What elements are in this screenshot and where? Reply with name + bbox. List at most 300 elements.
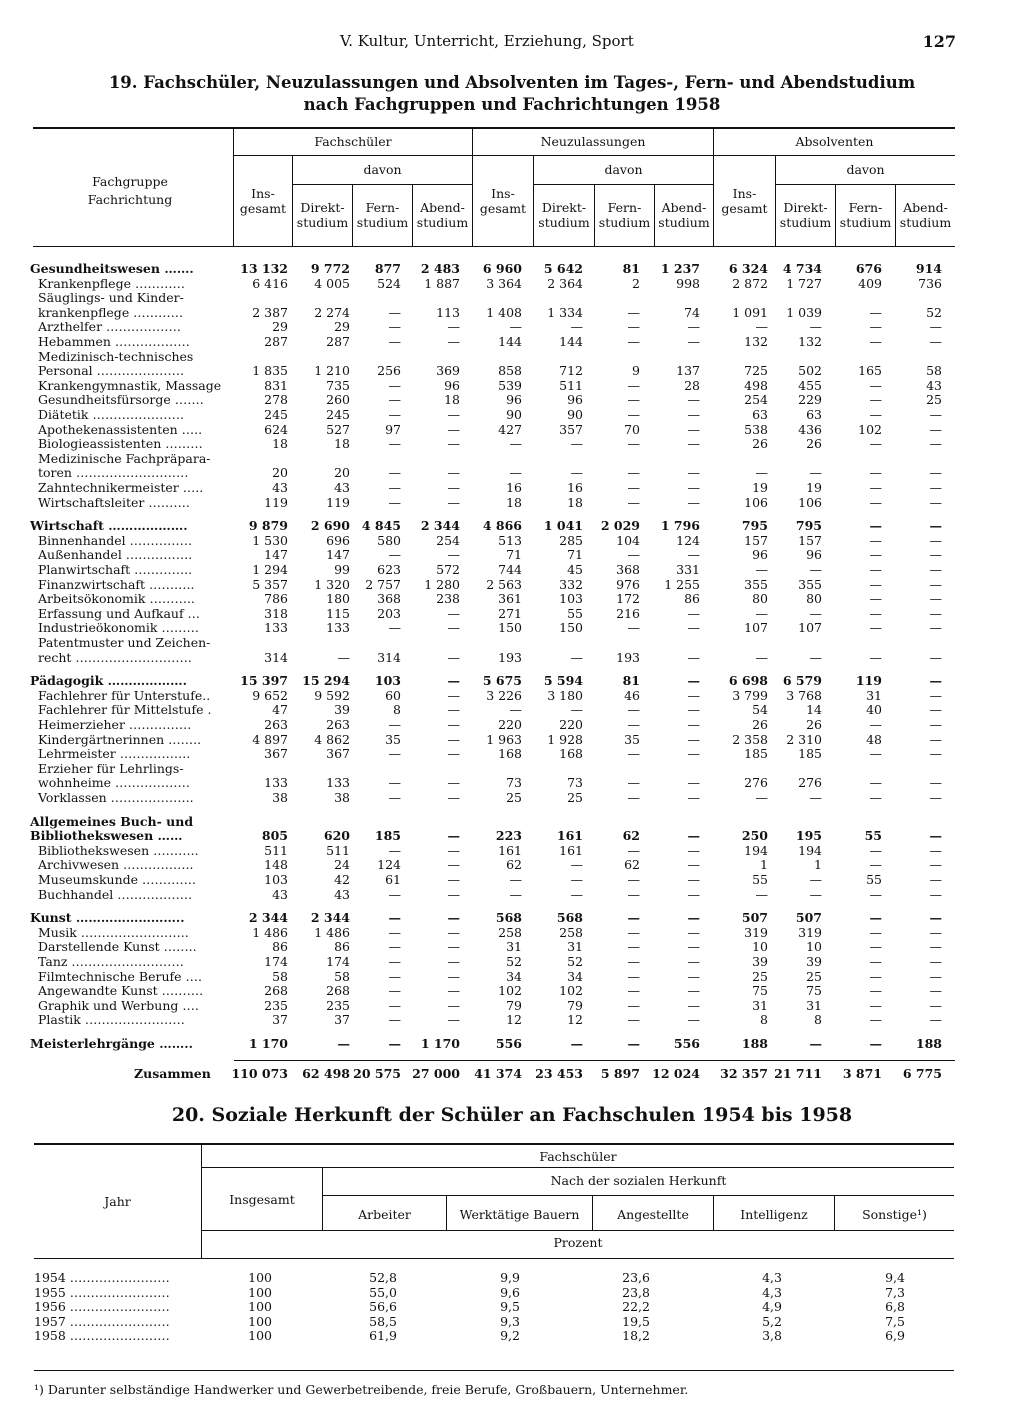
cell: — <box>687 731 700 747</box>
cell: 256 <box>377 363 401 379</box>
cell: 31 <box>506 939 522 955</box>
cell: 185 <box>374 828 401 844</box>
cell: — <box>627 480 640 495</box>
cell: 271 <box>498 605 522 621</box>
cell: — <box>869 532 882 548</box>
cell: — <box>447 465 460 481</box>
cell: 96 <box>752 547 768 563</box>
cell: — <box>869 746 882 762</box>
cell: 96 <box>567 392 583 408</box>
cell: 539 <box>498 377 522 393</box>
table-row <box>0 791 1024 806</box>
row-label: Planwirtschaft ………….. <box>38 562 193 577</box>
cell: 174 <box>326 954 350 969</box>
cell: 1 <box>814 857 822 873</box>
cell: 161 <box>498 842 522 858</box>
cell: 361 <box>498 591 522 607</box>
row-label: Allgemeines Buch- und <box>30 813 194 829</box>
cell: 75 <box>806 983 822 999</box>
cell: 172 <box>616 591 640 607</box>
cell: 914 <box>915 261 942 276</box>
cell: — <box>869 1036 882 1051</box>
cell: 119 <box>326 494 350 510</box>
row-label: Außenhandel ……………. <box>38 547 193 563</box>
cell: — <box>687 857 700 873</box>
cell: 45 <box>567 562 583 577</box>
cell: 26 <box>752 436 768 452</box>
cell: — <box>929 518 942 534</box>
cell: 52 <box>567 954 583 969</box>
cell: 71 <box>567 547 583 563</box>
cell: — <box>687 421 700 437</box>
group-fachschueler: Fachschüler <box>314 134 392 149</box>
cell: — <box>869 518 882 534</box>
total-cell: 32 357 <box>720 1066 768 1081</box>
cell: — <box>929 591 942 607</box>
cell: 580 <box>377 532 401 548</box>
row-label: Kunst …………………….. <box>30 910 185 926</box>
cell: 43 <box>334 480 350 495</box>
cell: — <box>929 968 942 984</box>
row-label: Medizinische Fachpräpara- <box>38 450 211 466</box>
cell: 369 <box>436 363 460 379</box>
cell: 55 <box>866 872 882 887</box>
cell: — <box>869 620 882 636</box>
cell: 107 <box>744 620 768 636</box>
row-label: Heimerzieher …………… <box>38 717 192 732</box>
cell: — <box>869 857 882 873</box>
rule-header-bottom <box>33 246 955 247</box>
cell: — <box>627 983 640 999</box>
cell: 63 <box>752 407 768 422</box>
cell: — <box>570 872 583 887</box>
cell: — <box>869 968 882 984</box>
cell: 1 170 <box>248 1036 288 1051</box>
cell: — <box>809 1036 822 1051</box>
cell: — <box>447 790 460 805</box>
stub-jahr: Jahr <box>104 1194 131 1209</box>
row-label: Meisterlehrgänge …….. <box>30 1036 193 1051</box>
cell: 37 <box>272 1012 288 1028</box>
cell: — <box>388 480 401 495</box>
cell: 174 <box>264 954 288 969</box>
cell: — <box>809 562 822 577</box>
total-label: Zusammen <box>134 1066 211 1081</box>
cell: — <box>447 939 460 955</box>
rule-top <box>33 127 955 129</box>
cell: — <box>570 465 583 481</box>
cell: 58 <box>334 968 350 984</box>
cell: 74 <box>684 304 700 320</box>
cell: 1 320 <box>314 576 350 592</box>
cell: — <box>388 954 401 969</box>
cell: 858 <box>498 363 522 379</box>
cell: 1 294 <box>252 562 288 577</box>
cell: — <box>627 1012 640 1028</box>
cell: 877 <box>374 261 401 276</box>
cell: 113 <box>436 304 460 320</box>
row-label: Buchhandel ……………… <box>38 886 193 902</box>
cell: — <box>929 731 942 747</box>
cell: — <box>929 983 942 999</box>
cell: 3 180 <box>547 687 583 703</box>
cell: 5,2 <box>762 1313 782 1329</box>
year-label: 1954 …………………… <box>34 1270 170 1285</box>
cell: — <box>929 842 942 858</box>
cell: 427 <box>498 421 522 437</box>
table-row <box>0 466 1024 481</box>
table-row <box>0 747 1024 762</box>
cell: 55 <box>864 828 882 844</box>
rule-cols <box>202 1230 954 1231</box>
cell: 100 <box>248 1313 272 1329</box>
table-row <box>0 829 1024 844</box>
cell: 80 <box>752 591 768 607</box>
cell: 46 <box>624 687 640 703</box>
cell: 99 <box>334 562 350 577</box>
cell: 1 835 <box>252 363 288 379</box>
table-row <box>0 651 1024 666</box>
row-label: Arzthelfer ……………… <box>38 319 182 335</box>
cell: 620 <box>323 828 350 844</box>
table-row <box>0 320 1024 335</box>
subhead-fernstudium: Fern- studium <box>839 200 892 230</box>
cell: — <box>627 334 640 349</box>
cell: — <box>929 649 942 665</box>
cell: 26 <box>806 717 822 732</box>
stub-fachrichtung: Fachrichtung <box>87 192 173 207</box>
table20-title: 20. Soziale Herkunft der Schüler an Fachschulen 1954 bis 1958 <box>171 1104 853 1126</box>
cell: — <box>388 775 401 791</box>
cell: 2 358 <box>732 731 768 747</box>
cell: — <box>687 649 700 665</box>
cell: 168 <box>498 746 522 762</box>
row-label: Hebammen ……………… <box>38 334 190 349</box>
table19-title <box>0 72 1024 116</box>
cell: — <box>687 702 700 718</box>
cell: 119 <box>855 673 882 689</box>
cell: 2 310 <box>786 731 822 747</box>
subhead-insgesamt: Ins- gesamt <box>239 186 287 216</box>
row-label: Binnenhandel …………… <box>38 532 193 548</box>
col-bauern: Werktätige Bauern <box>459 1207 580 1222</box>
cell: 4 866 <box>482 518 522 534</box>
cell: 2 344 <box>420 518 460 534</box>
cell: 96 <box>506 392 522 408</box>
cell: — <box>929 319 942 335</box>
cell: 55 <box>752 872 768 887</box>
cell: — <box>627 392 640 408</box>
row-label: Finanzwirtschaft ……….. <box>38 576 195 592</box>
cell: 276 <box>798 775 822 791</box>
cell: — <box>627 924 640 940</box>
cell: 1 280 <box>424 576 460 592</box>
cell: 102 <box>559 983 583 999</box>
cell: 744 <box>498 562 522 577</box>
year-label: 1957 …………………… <box>34 1313 170 1329</box>
cell: — <box>337 649 350 665</box>
row-label: Vorklassen ……………….. <box>38 790 194 805</box>
cell: 3 226 <box>486 687 522 703</box>
cell: 10 <box>752 939 768 955</box>
cell: — <box>570 857 583 873</box>
cell: — <box>388 939 401 955</box>
subhead-insgesamt: Ins- gesamt <box>479 186 527 216</box>
table-row <box>0 1329 1024 1344</box>
cell: 6,8 <box>885 1299 905 1315</box>
cell: 13 132 <box>240 261 288 276</box>
cell: 254 <box>436 532 460 548</box>
subhead-direktstudium: Direkt- studium <box>538 200 590 230</box>
table-row <box>0 984 1024 999</box>
table-row <box>0 592 1024 607</box>
cell: 185 <box>798 746 822 762</box>
group-neuzulassungen: Neuzulassungen <box>540 134 646 149</box>
table-row <box>0 955 1024 970</box>
cell: 58 <box>272 968 288 984</box>
col-angestellte: Angestellte <box>617 1207 689 1222</box>
cell: — <box>388 983 401 999</box>
cell: 61,9 <box>369 1328 397 1344</box>
row-label: Graphik und Werbung …. <box>38 997 199 1013</box>
cell: — <box>627 620 640 636</box>
cell: 511 <box>559 377 583 393</box>
rule-groups <box>234 155 955 156</box>
cell: 235 <box>264 997 288 1013</box>
cell: — <box>929 494 942 510</box>
cell: 86 <box>684 591 700 607</box>
table-row <box>0 607 1024 622</box>
cell: 193 <box>616 649 640 665</box>
cell: — <box>570 436 583 452</box>
cell: 52,8 <box>369 1270 397 1285</box>
cell: — <box>509 872 522 887</box>
row-label: Bibliothekswesen ……….. <box>38 842 199 858</box>
cell: — <box>687 673 700 689</box>
cell: 4 845 <box>361 518 401 534</box>
cell: — <box>337 1036 350 1051</box>
cell: 2 274 <box>314 304 350 320</box>
cell: 1 091 <box>732 304 768 320</box>
cell: — <box>929 532 942 548</box>
cell: 2 872 <box>732 275 768 291</box>
cell: — <box>869 886 882 902</box>
cell: 238 <box>436 591 460 607</box>
cell: — <box>929 673 942 689</box>
cell: 245 <box>326 407 350 422</box>
cell: — <box>869 997 882 1013</box>
cell: 624 <box>264 421 288 437</box>
cell: 1 727 <box>786 275 822 291</box>
cell: 165 <box>858 363 882 379</box>
cell: 7,3 <box>885 1284 905 1300</box>
table-row <box>0 999 1024 1014</box>
cell: 2 757 <box>365 576 401 592</box>
cell: — <box>687 480 700 495</box>
table-row <box>0 873 1024 888</box>
table19-title-line2: nach Fachgruppen und Fachrichtungen 1958 <box>303 95 721 114</box>
cell: — <box>687 790 700 805</box>
cell: 26 <box>752 717 768 732</box>
cell: 52 <box>926 304 942 320</box>
cell: — <box>869 562 882 577</box>
cell: — <box>627 407 640 422</box>
cell: 795 <box>795 518 822 534</box>
cell: 2 344 <box>310 910 350 926</box>
cell: 133 <box>326 620 350 636</box>
cell: — <box>929 924 942 940</box>
cell: — <box>627 702 640 718</box>
cell: — <box>755 605 768 621</box>
cell: 133 <box>326 775 350 791</box>
cell: 6,9 <box>885 1328 905 1344</box>
cell: 9,6 <box>500 1284 520 1300</box>
cell: 194 <box>744 842 768 858</box>
cell: — <box>869 377 882 393</box>
cell: — <box>869 775 882 791</box>
cell: 10 <box>806 939 822 955</box>
cell: 100 <box>248 1270 272 1285</box>
row-label: Biologieassistenten ……… <box>38 436 203 452</box>
cell: — <box>755 886 768 902</box>
cell: — <box>755 319 768 335</box>
table-row <box>0 926 1024 941</box>
table-row <box>0 452 1024 467</box>
col-sonstige: Sonstige¹) <box>862 1207 927 1222</box>
cell: 16 <box>506 480 522 495</box>
cell: 556 <box>495 1036 522 1051</box>
cell: — <box>627 968 640 984</box>
cell: 24 <box>334 857 350 873</box>
cell: 3 364 <box>486 275 522 291</box>
total-cell: 23 453 <box>535 1066 583 1081</box>
cell: — <box>509 886 522 902</box>
table-row <box>0 776 1024 791</box>
cell: — <box>447 334 460 349</box>
cell: 5 357 <box>252 576 288 592</box>
cell: 1 887 <box>424 275 460 291</box>
cell: 150 <box>559 620 583 636</box>
cell: — <box>687 983 700 999</box>
table-row <box>0 1315 1024 1330</box>
cell: — <box>687 842 700 858</box>
davon-label: davon <box>846 162 885 177</box>
page-number: 127 <box>922 32 956 51</box>
cell: — <box>929 562 942 577</box>
subhead-fernstudium: Fern- studium <box>356 200 409 230</box>
cell: — <box>627 547 640 563</box>
cell: 623 <box>377 562 401 577</box>
cell: 6 416 <box>252 275 288 291</box>
cell: 527 <box>326 421 350 437</box>
cell: 147 <box>326 547 350 563</box>
cell: 55,0 <box>369 1284 397 1300</box>
cell: — <box>447 687 460 703</box>
table-row <box>0 350 1024 365</box>
cell: 86 <box>334 939 350 955</box>
cell: 147 <box>264 547 288 563</box>
cell: 102 <box>498 983 522 999</box>
table-row <box>0 703 1024 718</box>
row-label: toren ……………………… <box>38 465 189 481</box>
cell: — <box>687 436 700 452</box>
section-title: V. Kultur, Unterricht, Erziehung, Sport <box>340 32 634 50</box>
cell: 61 <box>385 872 401 887</box>
cell: 188 <box>915 1036 942 1051</box>
cell: 90 <box>567 407 583 422</box>
cell: — <box>447 842 460 858</box>
total-cell: 12 024 <box>652 1066 700 1081</box>
cell: 1 041 <box>543 518 583 534</box>
cell: — <box>687 954 700 969</box>
cell: 1 <box>760 857 768 873</box>
cell: 62 <box>624 857 640 873</box>
cell: — <box>929 480 942 495</box>
cell: 43 <box>926 377 942 393</box>
cell: — <box>447 673 460 689</box>
cell: 1 255 <box>664 576 700 592</box>
cell: — <box>869 334 882 349</box>
cell: — <box>509 465 522 481</box>
cell: 60 <box>385 687 401 703</box>
cell: — <box>447 924 460 940</box>
cell: — <box>869 304 882 320</box>
cell: 7,5 <box>885 1313 905 1329</box>
cell: — <box>929 605 942 621</box>
row-label: Plastik …………………… <box>38 1012 185 1028</box>
cell: — <box>929 717 942 732</box>
cell: — <box>929 857 942 873</box>
cell: 9,4 <box>885 1270 905 1285</box>
cell: 4 734 <box>782 261 822 276</box>
cell: — <box>687 872 700 887</box>
cell: — <box>388 924 401 940</box>
cell: 8 <box>814 1012 822 1028</box>
cell: 22,2 <box>622 1299 650 1315</box>
table-row <box>0 970 1024 985</box>
cell: 18 <box>567 494 583 510</box>
cell: 2 <box>632 275 640 291</box>
cell: 161 <box>559 842 583 858</box>
cell: 35 <box>624 731 640 747</box>
cell: 31 <box>866 687 882 703</box>
cell: 278 <box>264 392 288 408</box>
cell: — <box>447 620 460 636</box>
cell: 6 960 <box>482 261 522 276</box>
cell: — <box>687 620 700 636</box>
table-row <box>0 423 1024 438</box>
davon-label: davon <box>604 162 643 177</box>
cell: — <box>447 605 460 621</box>
cell: — <box>929 334 942 349</box>
cell: — <box>869 939 882 955</box>
cell: — <box>929 620 942 636</box>
cell: 260 <box>326 392 350 408</box>
cell: — <box>627 954 640 969</box>
cell: 193 <box>498 649 522 665</box>
table-row <box>0 762 1024 777</box>
cell: — <box>809 886 822 902</box>
cell: 4,3 <box>762 1284 782 1300</box>
subhead-direktstudium: Direkt- studium <box>779 200 832 230</box>
cell: — <box>627 775 640 791</box>
cell: 725 <box>744 363 768 379</box>
row-label: Erzieher für Lehrlings- <box>38 760 184 776</box>
cell: — <box>447 421 460 437</box>
cell: — <box>447 968 460 984</box>
table-row <box>0 636 1024 651</box>
cell: — <box>687 924 700 940</box>
